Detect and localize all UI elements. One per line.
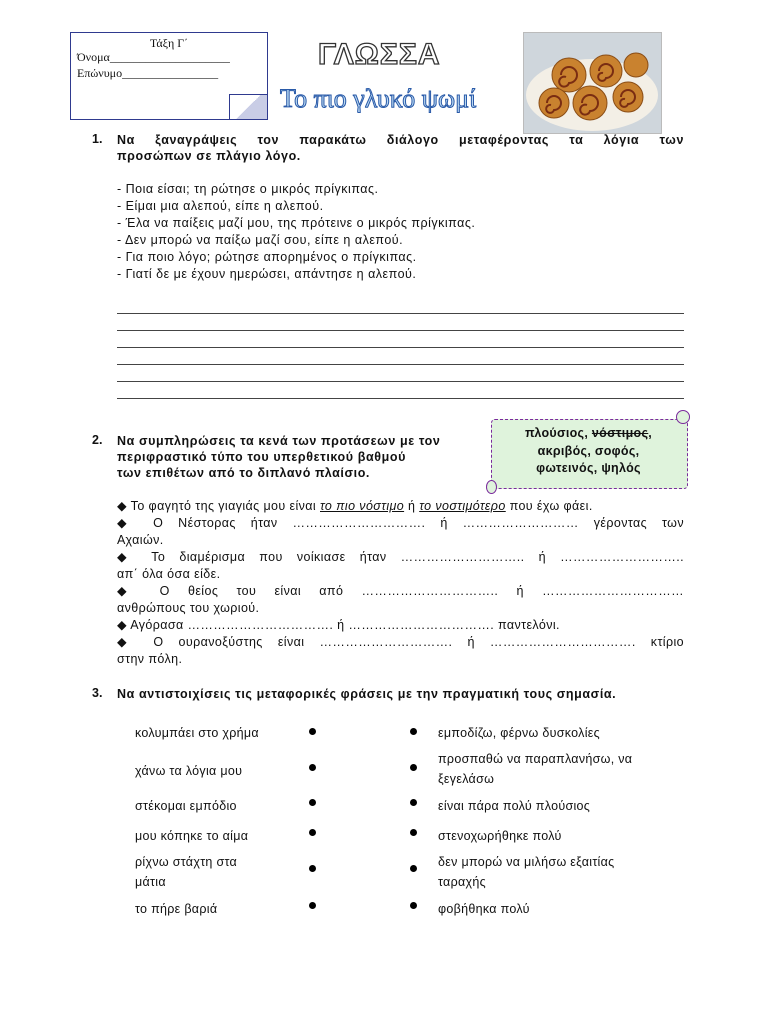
left-phrase-line: μάτια (135, 875, 166, 889)
left-match-dot[interactable] (309, 865, 316, 872)
right-match-dot[interactable] (410, 799, 417, 806)
left-phrase: κολυμπάει στο χρήμα (135, 726, 259, 740)
dialogue-line: - Γιατί δε με έχουν ημερώσει, απάντησε η αλεπού. (117, 267, 417, 281)
sentence-text: Το διαμέρισμα που νοίκιασε ήταν ……………………….. ή ……………………….. (151, 550, 684, 564)
q2-instruction-line: των επιθέτων από το διπλανό πλαίσιο. (117, 466, 371, 480)
answer-line[interactable] (117, 330, 684, 331)
scroll-curl-decoration (676, 410, 690, 424)
left-phrase: μου κόπηκε το αίμα (135, 829, 249, 843)
name-field[interactable]: ____________________ (109, 50, 230, 64)
dialogue-line: - Είμαι μια αλεπού, είπε η αλεπού. (117, 199, 324, 213)
fill-sentence-cont: στην πόλη. (117, 652, 183, 666)
adjectives-text: , (648, 426, 653, 440)
q2-instruction (117, 433, 440, 481)
fill-sentence-cont: ανθρώπους του χωριού. (117, 601, 260, 615)
q2-instruction-line: Να συμπληρώσεις τα κενά των προτάσεων με τον (117, 434, 441, 448)
sentence-text: Ο Νέστορας ήταν …………………………. ή ……………………… γέροντας των (153, 516, 684, 530)
adjectives-text: ακριβός, σοφός, (537, 443, 640, 458)
right-meaning-line: δεν μπορώ να μιλήσω εξαιτίας (438, 855, 615, 869)
q1-dialogue (117, 181, 475, 283)
example-text: ή (404, 499, 420, 513)
fill-sentence-cont: Αχαιών. (117, 533, 164, 547)
right-match-dot[interactable] (410, 728, 417, 735)
left-match-dot[interactable] (309, 764, 316, 771)
q2-number: 2. (92, 433, 103, 447)
page-title: ΓΛΩΣΣΑ (318, 38, 441, 71)
example-text: Το φαγητό της γιαγιάς μου είναι (130, 499, 320, 513)
answer-line[interactable] (117, 398, 684, 399)
example-sentence: ◆ Το φαγητό της γιαγιάς μου είναι το πιο νόστιμο ή το νοστιμότερο που έχω φάει. (117, 499, 593, 513)
page-curl-decoration (229, 94, 267, 119)
right-meaning (438, 852, 614, 892)
adjectives-list (491, 425, 686, 478)
fill-sentence[interactable]: ◆ Ο θείος του είναι από ………………………….. ή …………………………… (117, 584, 684, 598)
q1-number: 1. (92, 132, 103, 146)
right-meaning-line: ταραχής (438, 875, 486, 889)
q2-sentences (117, 498, 684, 668)
sweet-bread-photo (523, 32, 662, 134)
left-phrase: χάνω τα λόγια μου (135, 764, 243, 778)
fill-sentence[interactable]: ◆ Ο Νέστορας ήταν …………………………. ή ……………………… γέροντας των (117, 516, 684, 530)
dialogue-line: - Έλα να παίξεις μαζί μου, της πρότεινε ο μικρός πρίγκιπας. (117, 216, 476, 230)
name-row (77, 50, 267, 64)
surname-label: Επώνυμο (77, 66, 123, 80)
answer-line[interactable] (117, 364, 684, 365)
right-meaning: είναι πάρα πολύ πλούσιος (438, 799, 591, 813)
right-meaning-line: ξεγελάσω (438, 772, 495, 786)
scroll-curl-decoration (486, 480, 497, 494)
fill-sentence[interactable]: ◆ Ο ουρανοξύστης είναι …………………………. ή ……………………………. κτίριο (117, 635, 684, 649)
right-meaning (438, 749, 632, 789)
left-phrase (135, 852, 237, 892)
right-meaning: φοβήθηκα πολύ (438, 902, 530, 916)
left-phrase: το πήρε βαριά (135, 902, 218, 916)
left-match-dot[interactable] (309, 829, 316, 836)
right-meaning-line: προσπαθώ να παραπλανήσω, να (438, 752, 633, 766)
surname-field[interactable]: ________________ (122, 66, 219, 80)
struck-adjective: νόστιμος (591, 426, 649, 440)
sentence-text: Αγόρασα ……………………………. ή ……………………………. παντελόνι. (130, 618, 560, 632)
example-answer: το νοστιμότερο (419, 499, 506, 513)
name-label: Όνομα (77, 50, 110, 64)
dialogue-line: - Ποια είσαι; τη ρώτησε ο μικρός πρίγκιπας. (117, 182, 379, 196)
left-match-dot[interactable] (309, 799, 316, 806)
adjectives-text: πλούσιος, (524, 426, 592, 440)
example-text: που έχω φάει. (505, 499, 593, 513)
answer-line[interactable] (117, 347, 684, 348)
right-meaning: εμποδίζω, φέρνω δυσκολίες (438, 726, 601, 740)
answer-line[interactable] (117, 381, 684, 382)
left-match-dot[interactable] (309, 902, 316, 909)
right-match-dot[interactable] (410, 764, 417, 771)
left-phrase: στέκομαι εμπόδιο (135, 799, 237, 813)
surname-row (77, 66, 267, 80)
fill-sentence[interactable]: ◆ Το διαμέρισμα που νοίκιασε ήταν ……………………….. ή ……………………….. (117, 550, 684, 564)
left-match-dot[interactable] (309, 728, 316, 735)
q2-instruction-line: περιφραστικό τύπο του υπερθετικού βαθμού (117, 450, 406, 464)
q1-instruction-line2: προσώπων σε πλάγιο λόγο. (117, 149, 301, 163)
right-match-dot[interactable] (410, 829, 417, 836)
dialogue-line: - Για ποιο λόγο; ρώτησε απορημένος ο πρίγκιπας. (117, 250, 417, 264)
fill-sentence-cont: απ΄ όλα όσα είδε. (117, 567, 221, 581)
q1-instruction-line1: Να ξαναγράψεις τον παρακάτω διάλογο μεταφέροντας τα λόγια των (117, 133, 684, 147)
page-subtitle: Το πιο γλυκό ψωμί (280, 84, 477, 113)
q3-instruction: Να αντιστοιχίσεις τις μεταφορικές φράσεις με την πραγματική τους σημασία. (117, 687, 617, 701)
q3-number: 3. (92, 686, 103, 700)
example-answer: το πιο νόστιμο (320, 499, 405, 513)
sentence-text: Ο θείος του είναι από ………………………….. ή …………………………… (159, 584, 684, 598)
adjectives-text: φωτεινός, ψηλός (536, 461, 641, 475)
right-match-dot[interactable] (410, 865, 417, 872)
right-match-dot[interactable] (410, 902, 417, 909)
left-phrase-line: ρίχνω στάχτη στα (135, 855, 238, 869)
right-meaning: στενοχωρήθηκε πολύ (438, 829, 562, 843)
answer-line[interactable] (117, 313, 684, 314)
dialogue-line: - Δεν μπορώ να παίξω μαζί σου, είπε η αλεπού. (117, 233, 404, 247)
fill-sentence[interactable]: ◆ Αγόρασα ……………………………. ή ……………………………. παντελόνι. (117, 618, 560, 632)
class-label: Τάξη Γ΄ (149, 36, 189, 50)
sentence-text: Ο ουρανοξύστης είναι …………………………. ή ……………………………. κτίριο (153, 635, 684, 649)
